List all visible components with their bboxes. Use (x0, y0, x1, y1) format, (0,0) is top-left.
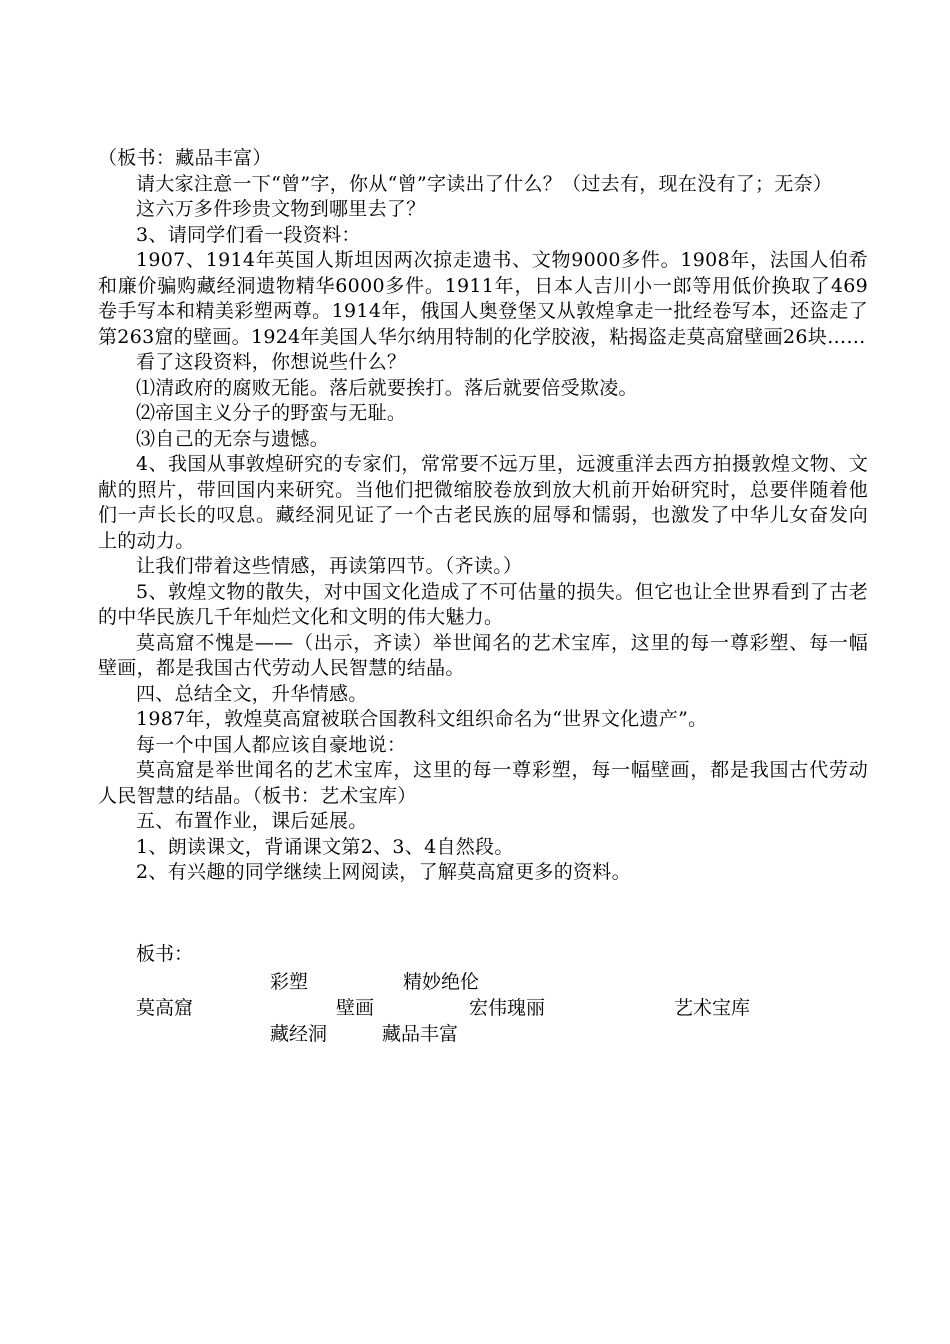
paragraph-section-4: 四、总结全文，升华情感。 (136, 682, 368, 705)
document-body (98, 146, 868, 886)
paragraph-point-1: ⑴清政府的腐败无能。落后就要挨打。落后就要倍受欺凌。 (136, 376, 638, 399)
paragraph-closing-statement: 莫高窟是举世闻名的艺术宝库，这里的每一尊彩塑，每一幅壁画，都是我国古代劳动人民智慧的结晶。（板书：艺术宝库） (98, 759, 868, 807)
paragraph-section-5: 五、布置作业，课后延展。 (136, 810, 368, 832)
paragraph-point-2: ⑵帝国主义分子的野蛮与无耻。 (136, 402, 407, 424)
paragraph-reflection-question: 看了这段资料，你想说些什么？ (136, 351, 407, 373)
board-item-jingmiao: 精妙绝伦 (403, 971, 480, 993)
board-item-cangjingdong: 藏经洞 (270, 1023, 328, 1045)
paragraph-ceng-question: 请大家注意一下“曾”字，你从“曾”字读出了什么？（过去有，现在没有了；无奈） (136, 172, 833, 195)
board-item-cangpin: 藏品丰富 (382, 1023, 459, 1045)
paragraph-homework-1: 1、朗读课文，背诵课文第2、3、4自然段。 (136, 835, 514, 858)
paragraph-relics-question: 这六万多件珍贵文物到哪里去了？ (136, 198, 426, 220)
paragraph-homework-2: 2、有兴趣的同学继续上网阅读，了解莫高窟更多的资料。 (136, 861, 631, 883)
paragraph-world-heritage: 1987年，敦煌莫高窟被联合国教科文组织命名为“世界文化遗产”。 (136, 708, 708, 730)
board-main-title: 莫高窟 (136, 997, 194, 1019)
paragraph-step-3: 3、请同学们看一段资料： (136, 223, 361, 246)
board-label: 板书： (136, 943, 194, 965)
paragraph-art-treasure: 莫高窟不愧是——（出示，齐读）举世闻名的艺术宝库，这里的每一尊彩塑、每一幅壁画，都是我国古代劳动人民智慧的结晶。 (98, 631, 868, 679)
paragraph-point-3: ⑶自己的无奈与遗憾。 (136, 427, 330, 450)
paragraph-historical-material: 1907、1914年英国人斯坦因两次掠走遗书、文物9000多件。1908年，法国人伯希和廉价骗购藏经洞遗物精华6000多件。1911年，日本人吉川小一郎等用低价换取了469卷手写本和精美彩塑两尊。1914年，俄国人奥登堡又从敦煌拿走一批经卷写本，还盗走了第263窟的壁画。1924年美国人华尔纳用特制的化学胶液，粘揭盗走莫高窟壁画26块…… (98, 249, 868, 348)
paragraph-step-4: 4、我国从事敦煌研究的专家们，常常要不远万里，远渡重洋去西方拍摄敦煌文物、文献的照片，带回国内来研究。当他们把微缩胶卷放到放大机前开始研究时，总要伴随着他们一声长长的叹息。藏经洞见证了一个古老民族的屈辱和懦弱，也激发了中华儿女奋发向上的动力。 (98, 453, 868, 552)
board-item-yishu: 艺术宝库 (674, 997, 751, 1019)
paragraph-reread: 让我们带着这些情感，再读第四节。（齐读。） (136, 555, 523, 577)
paragraph-step-5: 5、敦煌文物的散失，对中国文化造成了不可估量的损失。但它也让全世界看到了古老的中华民族几千年灿烂文化和文明的伟大魅力。 (98, 580, 868, 628)
paragraph-board-note: （板书：藏品丰富） (98, 147, 272, 169)
board-item-caisu: 彩塑 (270, 971, 309, 993)
board-item-hongwei: 宏伟瑰丽 (469, 997, 546, 1019)
paragraph-proud-say: 每一个中国人都应该自豪地说： (136, 733, 407, 756)
board-item-bihua: 壁画 (336, 997, 375, 1019)
